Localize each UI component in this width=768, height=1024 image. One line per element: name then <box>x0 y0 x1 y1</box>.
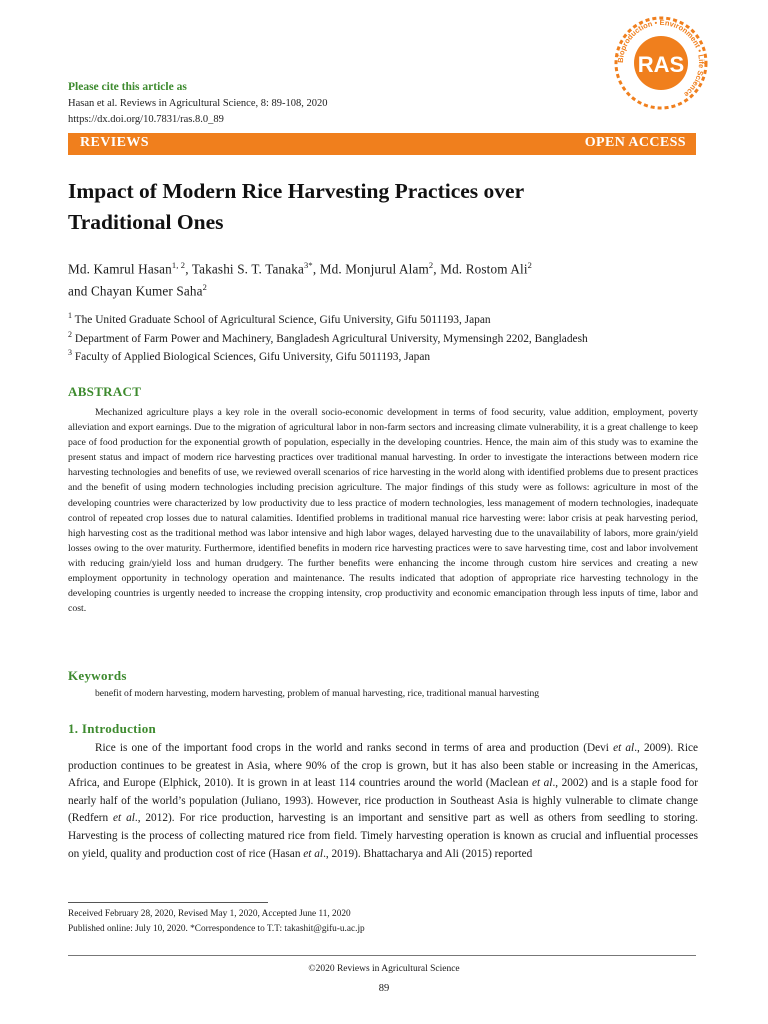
author-affil-sup: 3* <box>304 260 313 270</box>
affiliation <box>68 348 728 363</box>
article-title <box>68 176 708 238</box>
received-dates: Received February 28, 2020, Revised May 1, 2020, Accepted June 11, 2020 <box>68 909 351 919</box>
author-affil-sup: 2 <box>527 260 533 270</box>
author-name: Md. Kamrul Hasan <box>68 261 172 277</box>
affiliation-text: Department of Farm Power and Machinery, Bangladesh Agricultural University, Mymensingh 2202, Bangladesh <box>72 332 588 345</box>
author-name: Md. Rostom Ali <box>440 261 528 277</box>
author-list: Md. Kamrul Hasan$^{1, 2}$, Takashi S. T. Tanaka$^{3*}$, Md. Monjurul Alam$^2$, Md. Rostom Ali$^2$ and Chayan Kumer Saha$^2$ <box>68 260 533 299</box>
author-name: Chayan Kumer Saha <box>90 283 203 299</box>
logo-initials: RAS <box>637 52 685 77</box>
affiliation <box>68 330 728 345</box>
page-number: 89 <box>378 983 390 994</box>
keywords-list: benefit of modern harvesting, modern harvesting, problem of manual harvesting, rice, traditional manual harvesting <box>95 688 540 699</box>
introduction-body: Rice is one of the important food crops in the world and ranks second in terms of area and production (Devi et al., 2009). Rice production continues to be greatest in Asia, where 90% of the crop is grown, but it has also been stable or increasing in the Americas, Africa, and Europe (Elphick, 2010). It is grown in at least 114 countries around the world (Maclean et al., 2002) and is a staple food for nearly half of the world’s population (Juliano, 1993). However, rice production in Southeast Asia is highly vulnerable to climate change (Redfern et al., 2012). For rice production, harvesting is an important and sensitive part as well as others from seedling to storing. Harvesting is the process of collecting matured rice from field. Timely harvesting operation is known as crucial and influential processes on yield, quality and production cost of rice (Hasan et al., 2019). Bhattacharya and Ali (2015) reported <box>68 742 699 860</box>
author-affil-sup: 2 <box>202 282 208 293</box>
affiliation-text: The United Graduate School of Agricultural Science, Gifu University, Gifu 5011193, Japan <box>72 313 491 326</box>
introduction-heading: 1. Introduction <box>68 721 157 736</box>
cite-doi-link[interactable]: https://dx.doi.org/10.7831/ras.8.0_89 <box>68 114 224 125</box>
author-name: Takashi S. T. Tanaka <box>191 261 304 277</box>
section-banner <box>68 133 696 155</box>
affiliation-number: 3 <box>68 348 72 357</box>
affiliation-number: 1 <box>68 311 72 320</box>
footer-divider <box>68 955 696 956</box>
cite-reference: Hasan et al. Reviews in Agricultural Science, 8: 89-108, 2020 <box>68 98 328 109</box>
banner-open-access-label: OPEN ACCESS <box>584 135 686 150</box>
author-name: Md. Monjurul Alam <box>319 261 429 277</box>
abstract-heading: ABSTRACT <box>68 384 142 399</box>
copyright-notice: ©2020 Reviews in Agricultural Science <box>308 964 460 974</box>
footnote-divider <box>68 902 268 903</box>
banner-reviews-label: REVIEWS <box>80 135 149 150</box>
keywords-heading: Keywords <box>68 668 127 683</box>
author-affil-sup: 2 <box>428 260 434 270</box>
affiliation-text: Faculty of Applied Biological Sciences, Gifu University, Gifu 5011193, Japan <box>72 350 431 363</box>
title-line-1: Impact of Modern Rice Harvesting Practices over <box>68 179 525 203</box>
ras-logo <box>614 16 708 110</box>
logo-ring-text: Bioproduction • Environment • Life Science <box>615 17 707 100</box>
cite-heading: Please cite this article as <box>68 81 187 93</box>
affiliation <box>68 311 728 326</box>
affiliation-number: 2 <box>68 330 72 339</box>
publication-correspondence: Published online: July 10, 2020. *Correspondence to T.T: takashit@gifu-u.ac.jp <box>68 924 365 934</box>
title-line-2: Traditional Ones <box>68 210 224 234</box>
ras-logo-graphic <box>614 16 708 110</box>
abstract-body: Mechanized agriculture plays a key role in the overall socio-economic development in terms of food security, value addition, employment, poverty alleviation and export earnings. Due to the migration of agricultural labor in non-farm sectors and increasing climate vulnerability, it is a great challenge to keep pace of food production for the exponential growth of population, especially in the developing countries. Hence, the main aim of this study was to examine the present status and impact of modern rice harvesting practices over traditional manual harvesting. In order to investigate the interactions between modern rice harvesting technologies and benefits of use, we reviewed overall scenarios of rice harvesting in the world along with identified problems due to present practices and the benefit of using modern technologies including precision agriculture. The major findings of this study were as follows: agriculture in most of the developing countries were characterized by low productivity due to less practice of modern technologies, less management of modern technologies, inadequate control of repeated crop losses due to natural calamities. Identified problems in traditional manual rice harvesting were: labor crisis at peak harvesting period, high harvesting cost as the traditional method was labor intensive and high labor wages, delayed harvesting due to the unavailability of labors, more grain/yield losses owing to the over maturity. Furthermore, identified benefits in modern rice harvesting practices were to save harvesting time, cost and labor involvement with reducing grain/yield loss and human drudgery. The further benefits were enhancing the income through custom hire services and creating a new employment opportunity in technology operation and maintenance. The results indicated that adoption of appropriate rice harvesting technology in the developing countries is urgently needed to increase the cropping intensity, crop productivity and economic emancipation through less inputs of time, labor and cost. <box>68 407 698 615</box>
author-affil-sup: 1, 2 <box>171 260 186 270</box>
